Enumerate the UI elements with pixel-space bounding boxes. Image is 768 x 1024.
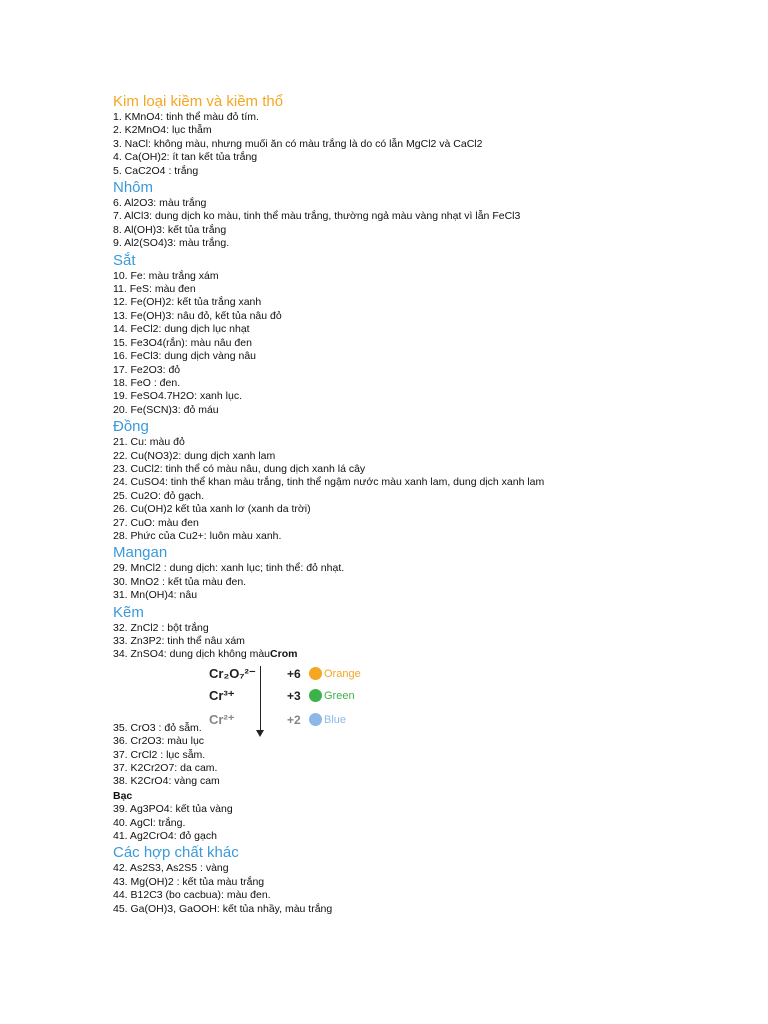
list-item: 14. FeCl2: dung dịch lục nhạt (113, 323, 250, 336)
list-item: 18. FeO : đen. (113, 376, 181, 389)
list-item: 17. Fe2O3: đỏ (113, 363, 181, 376)
list-item: 4. Ca(OH)2: ít tan kết tủa trắng (113, 151, 258, 164)
list-item: 6. Al2O3: màu trắng (113, 197, 207, 210)
list-item: 41. Ag2CrO4: đỏ gạch (113, 830, 217, 843)
crom-dot-green (309, 689, 322, 702)
list-item: 31. Mn(OH)4: nâu (113, 589, 198, 602)
list-item: 39. Ag3PO4: kết tủa vàng (113, 803, 233, 816)
crom-formula-2: Cr³⁺ (209, 687, 235, 703)
list-item: 7. AlCl3: dung dịch ko màu, tinh thể màu trắng, thường ngả màu vàng nhạt vì lẫn FeCl3 (113, 210, 521, 223)
list-item: 35. CrO3 : đỏ sẫm. (113, 721, 202, 734)
section-heading: Kim loại kiềm và kiềm thổ (113, 93, 284, 110)
section-heading: Kẽm (113, 603, 144, 621)
crom-row-2 (209, 686, 355, 706)
document-body (113, 92, 733, 916)
list-item: 24. CuSO4: tinh thể khan màu trắng, tinh thể ngậm nước màu xanh lam, dung dịch xanh lam (113, 476, 545, 489)
crom-label-1: Orange (324, 667, 361, 680)
list-item: 11. FeS: màu đen (113, 283, 196, 296)
crom-heading-inline: Crom (270, 648, 298, 661)
crom-oxidation-figure (209, 664, 733, 728)
section-heading-bac: Bạc (113, 789, 133, 802)
crom-formula-3: Cr²⁺ (209, 711, 235, 727)
crom-list (113, 722, 733, 789)
list-item: 43. Mg(OH)2 : kết tủa màu trắng (113, 875, 265, 888)
list-item: 9. Al2(SO4)3: màu trắng. (113, 237, 230, 250)
list-item: 13. Fe(OH)3: nâu đỏ, kết tủa nâu đỏ (113, 309, 282, 322)
section-heading: Đồng (113, 418, 149, 436)
list-item: 23. CuCl2: tinh thể có màu nâu, dung dịch xanh lá cây (113, 462, 366, 475)
list-item: 42. As2S3, As2S5 : vàng (113, 862, 229, 875)
crom-arrow-head (256, 730, 264, 737)
list-item: 30. MnO2 : kết tủa màu đen. (113, 575, 247, 588)
list-item: 21. Cu: màu đỏ (113, 436, 185, 449)
list-item: 22. Cu(NO3)2: dung dịch xanh lam (113, 449, 276, 462)
list-item: 33. Zn3P2: tinh thể nâu xám (113, 635, 245, 647)
list-item-34 (113, 648, 733, 661)
list-item: 36. Cr2O3: màu lục (113, 735, 205, 748)
crom-ox-3: +2 (287, 712, 301, 727)
crom-label-2: Green (324, 689, 355, 702)
crom-arrow-line (260, 666, 261, 734)
crom-ox-1: +6 (287, 666, 301, 681)
list-item: 29. MnCl2 : dung dịch: xanh lục; tinh thể: đỏ nhạt. (113, 562, 345, 575)
section-heading: Nhôm (113, 179, 154, 197)
list-item: 2. K2MnO4: lục thẫm (113, 124, 212, 137)
list-item: 44. B12C3 (bo cacbua): màu đen. (113, 889, 271, 902)
list-item: 38. K2CrO4: vàng cam (113, 775, 220, 788)
list-item: 32. ZnCl2 : bột trắng (113, 621, 209, 634)
list-item: 26. Cu(OH)2 kết tủa xanh lơ (xanh da trời) (113, 503, 311, 516)
list-item: 28. Phức của Cu2+: luôn màu xanh. (113, 529, 282, 542)
section-heading: Mangan (113, 544, 168, 562)
crom-formula-1: Cr₂O₇²⁻ (209, 665, 256, 681)
list-item: 37. CrCl2 : lục sẫm. (113, 748, 206, 761)
list-item: 12. Fe(OH)2: kết tủa trắng xanh (113, 296, 262, 309)
section-heading-others: Các hợp chất khác (113, 844, 239, 862)
crom-row-1 (209, 664, 361, 684)
list-item: 20. Fe(SCN)3: đỏ máu (113, 403, 219, 416)
list-item: 16. FeCl3: dung dịch vàng nâu (113, 350, 257, 363)
list-item: 8. Al(OH)3: kết tủa trắng (113, 223, 227, 236)
list-item: 1. KMnO4: tinh thể màu đỏ tím. (113, 111, 259, 123)
crom-ox-2: +3 (287, 688, 301, 703)
section-heading: Sắt (113, 251, 136, 269)
list-item: 5. CaC2O4 : trắng (113, 164, 199, 177)
list-item: 10. Fe: màu trắng xám (113, 269, 219, 282)
crom-dot-orange (309, 667, 322, 680)
list-item: 27. CuO: màu đen (113, 516, 199, 529)
list-item: 37. K2Cr2O7: da cam. (113, 762, 218, 775)
crom-label-3: Blue (324, 713, 347, 726)
crom-row-3 (209, 710, 347, 730)
line34-text: 34. ZnSO4: dung dịch không màu (113, 648, 271, 661)
list-item: 25. Cu2O: đỏ gạch. (113, 489, 205, 502)
list-item: 40. AgCl: trắng. (113, 816, 186, 829)
crom-dot-blue (309, 713, 322, 726)
list-item: 19. FeSO4.7H2O: xanh lục. (113, 390, 242, 403)
list-item: 45. Ga(OH)3, GaOOH: kết tủa nhầy, màu trắng (113, 902, 333, 915)
list-item: 15. Fe3O4(rắn): màu nâu đen (113, 336, 252, 349)
sections-container (113, 93, 733, 648)
list-item: 3. NaCl: không màu, nhưng muối ăn có màu trắng là do có lẫn MgCl2 và CaCl2 (113, 137, 483, 150)
